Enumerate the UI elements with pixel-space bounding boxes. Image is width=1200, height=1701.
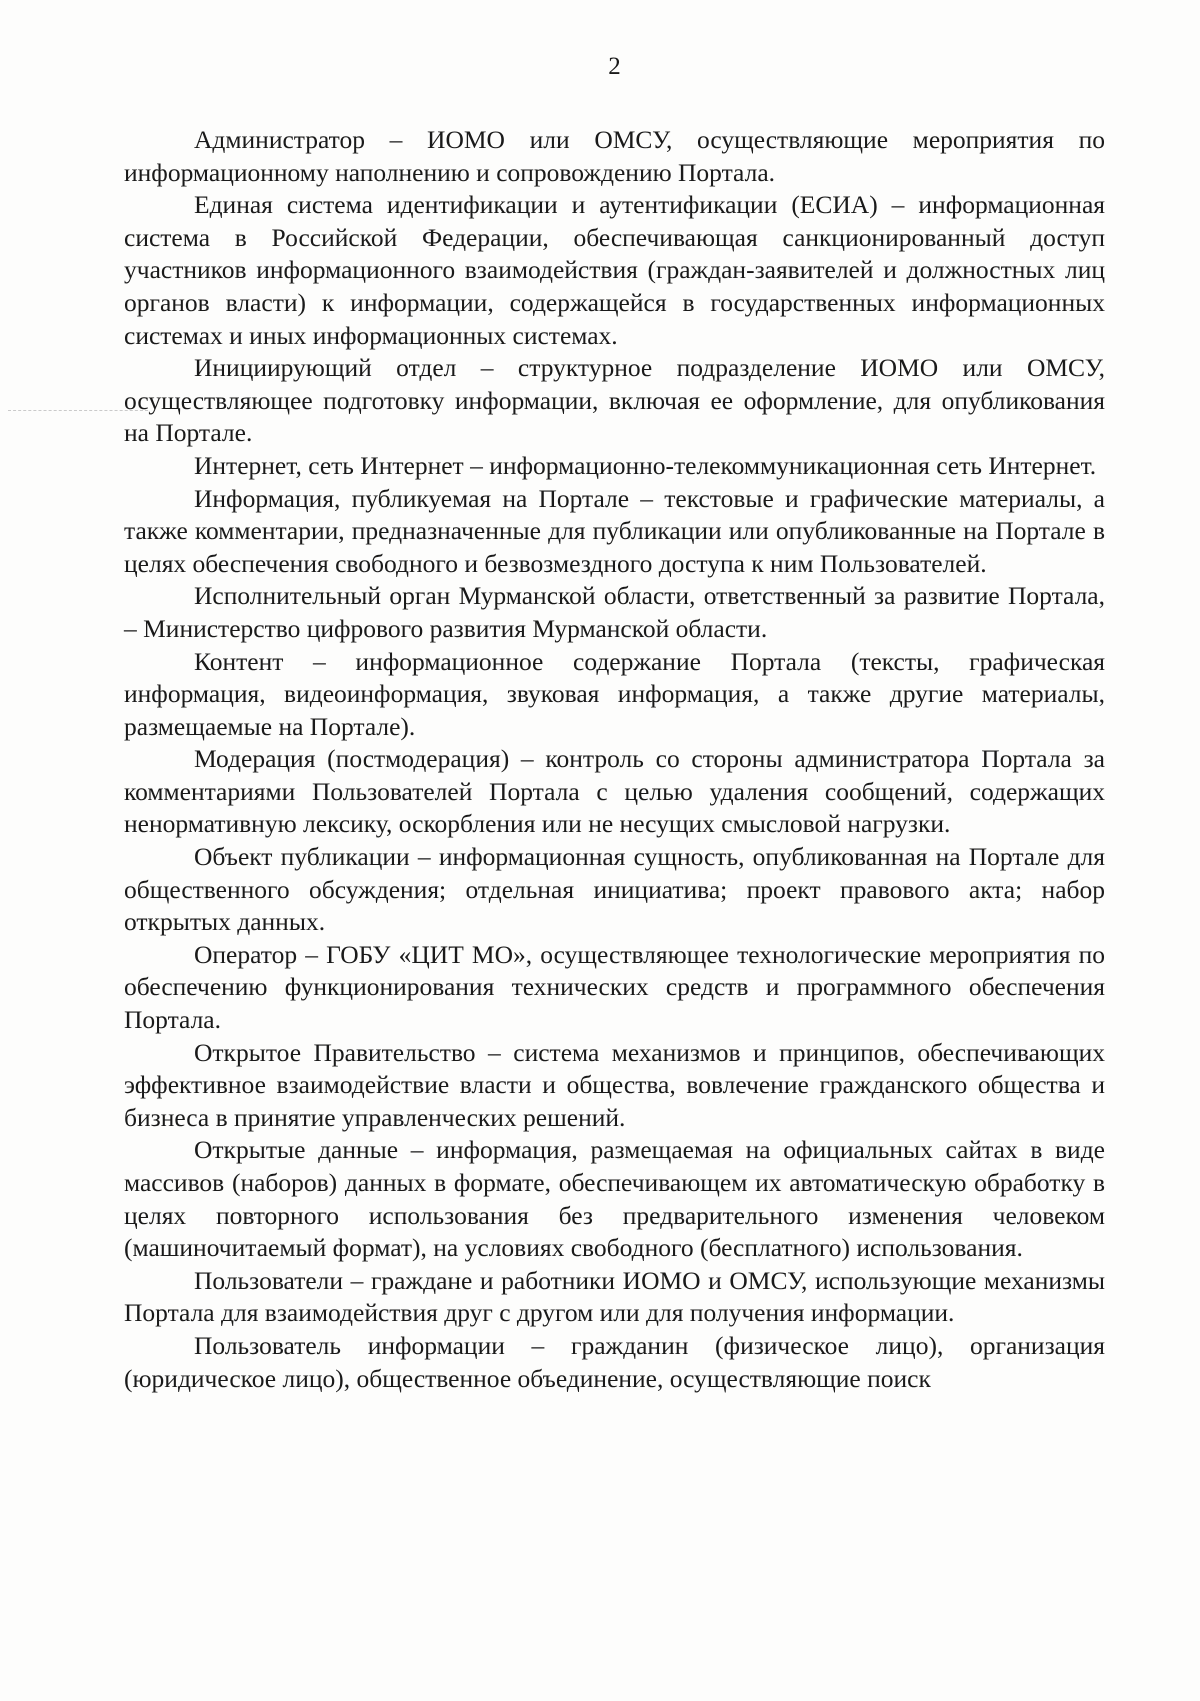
definition-information-user: Пользователь информации – гражданин (физическое лицо), организация (юридическое лицо), общественное объединение, осуществляющие поиск bbox=[124, 1330, 1105, 1393]
definition-administrator: Администратор – ИОМО или ОМСУ, осуществляющие мероприятия по информационному наполнению и сопровождению Портала. bbox=[124, 125, 1105, 187]
definition-moderation: Модерация (постмодерация) – контроль со стороны администратора Портала за комментариями Пользователей Портала с целью удаления сообщений, содержащих ненормативную лексику, оскорбления или не несущих смысловой нагрузки. bbox=[124, 744, 1105, 839]
definition-open-government: Открытое Правительство – система механизмов и принципов, обеспечивающих эффективное взаимодействие власти и общества, вовлечение гражданского общества и бизнеса в принятие управленческих решений. bbox=[124, 1037, 1105, 1132]
definition-operator: Оператор – ГОБУ «ЦИТ МО», осуществляющее технологические мероприятия по обеспечению функционирования технических средств и программного обеспечения Портала. bbox=[124, 939, 1105, 1035]
definition-esia: Единая система идентификации и аутентификации (ЕСИА) – информационная система в Российской Федерации, обеспечивающая санкционированный доступ участников информационного взаимодействия (граждан-заявителей и должностных лиц органов власти) к информации, содержащейся в государственных информационных системах и иных информационных системах. bbox=[124, 190, 1105, 350]
definition-internet: Интернет, сеть Интернет – информационно-телекоммуникационная сеть Интернет. bbox=[194, 450, 1097, 480]
definition-content: Контент – информационное содержание Портала (тексты, графическая информация, видеоинформация, звуковая информация, а также другие материалы, размещаемые на Портале). bbox=[124, 646, 1105, 741]
definition-open-data: Открытые данные – информация, размещаемая на официальных сайтах в виде массивов (наборов) данных в формате, обеспечивающем их автоматическую обработку в целях повторного использования без предварительного изменения человеком (машиночитаемый формат), на условиях свободного (бесплатного) использования. bbox=[124, 1135, 1105, 1263]
definition-publication-object: Объект публикации – информационная сущность, опубликованная на Портале для общественного обсуждения; отдельная инициатива; проект правового акта; набор открытых данных. bbox=[124, 842, 1105, 937]
definition-published-information: Информация, публикуемая на Портале – текстовые и графические материалы, а также комментарии, предназначенные для публикации или опубликованные на Портале в целях обеспечения свободного и безвозмездного доступа к ним Пользователей. bbox=[124, 483, 1105, 578]
document-body bbox=[124, 124, 1105, 1395]
definition-users: Пользователи – граждане и работники ИОМО и ОМСУ, использующие механизмы Портала для взаимодействия друг с другом или для получения информации. bbox=[124, 1265, 1105, 1328]
definition-executive-body: Исполнительный орган Мурманской области, ответственный за развитие Портала, – Министерство цифрового развития Мурманской области. bbox=[124, 581, 1105, 643]
definition-initiating-department: Инициирующий отдел – структурное подразделение ИОМО или ОМСУ, осуществляющее подготовку информации, включая ее оформление, для опубликования на Портале. bbox=[124, 353, 1105, 448]
page-number: 2 bbox=[608, 53, 621, 80]
